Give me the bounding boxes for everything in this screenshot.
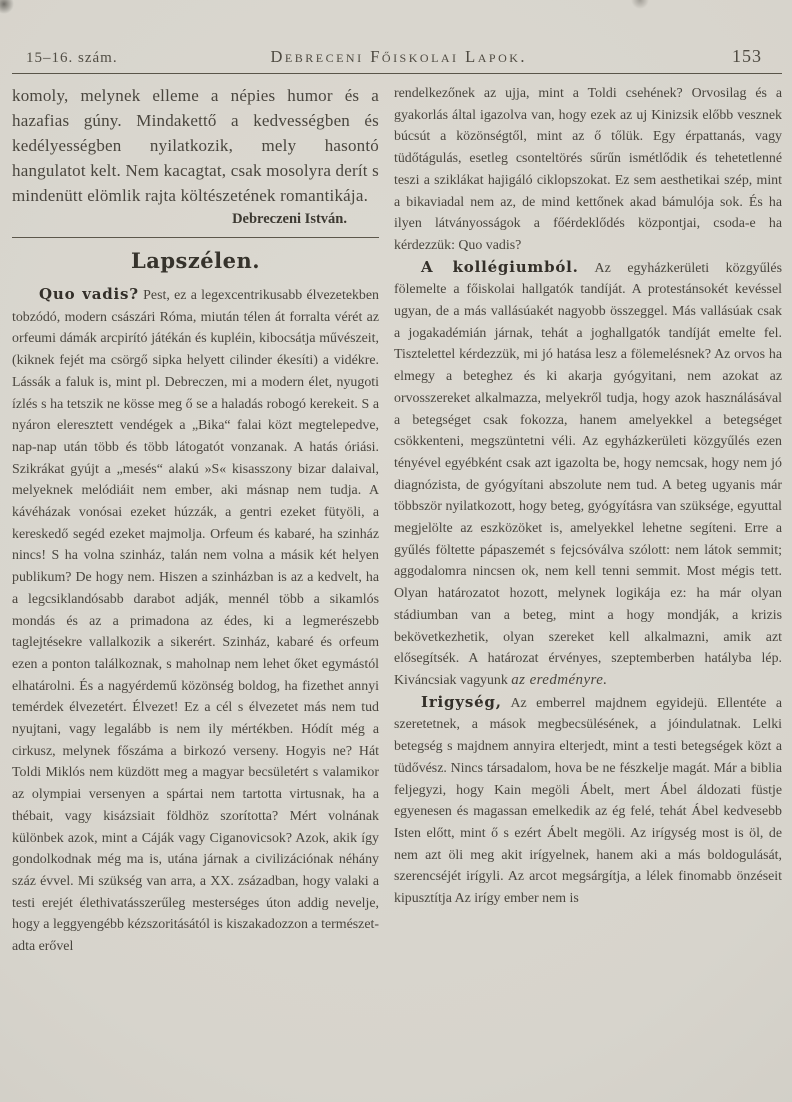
- spacer: [579, 261, 595, 276]
- article-signature: Debreczeni István.: [232, 211, 347, 227]
- irigyseg-lead: Irigység,: [421, 692, 502, 711]
- kollegium-lead: A kollégiumból.: [421, 257, 579, 276]
- right-column: [394, 83, 782, 958]
- quo-vadis-paragraph: [12, 284, 379, 958]
- continuation-paragraph: rendelkezőnek az ujja, mint a Toldi csehének? Orvosilag és a gyakorlás által igazolva van, hogy ezek az uj Kinizsik előbb vesznek búcsút a közönségtől, mint az ő tőlük. Egy érpattanás, vagy tüdőtágulás, esetleg csonteltörés sűrűn ismétlődik és tehetetlenné teszi a sziklákat hajigáló ciklopszokat. Ez sem aesthetikai szép, mint a bikaviadal nem az, de mind kettőnek akad bámulója sok. És ha ilyen látványosságok a főérdeklődés központjai, csoda-e ha kérdezzük: Quo vadis?: [394, 86, 782, 253]
- article-end-paragraph: komoly, melynek elleme a népies humor és a hazafias gúny. Mindakettő a kedvességben és kedélyességben nyilatkozik, mely hasontó hangulatot kelt. Nem kacagtat, csak mosolyra derít s mindenütt elömlik rajta költészetének romantikája.: [12, 86, 379, 205]
- quo-vadis-text: Pest, ez a legexcentrikusabb élvezetekben tobzódó, modern császári Róma, miután télen át forralta vérét az orfeumi dámák arcpirító játékán és kupléin, kibocsátja művészeit, (kiknek fejét ma csörgő sipka helyett cilinder ékesíti) a vidékre. Lássák a faluk is, mint pl. Debreczen, mi a modern élet, nyugoti ízlés s ha tetszik ne kösse meg ő se a haladás robogó kerekeit. S a nyáron eleresztett vendégek a „Bika“ falai közt megtelepedve, nap-nap után több és több látogatót vonzanak. A hatás óriási. Szikrákat gyújt a „mesés“ alakú »S« kisasszony bizar dalaival, melyeknek melódiáit nem ember, aki másnap nem tudja. A kávéházak vonósai ezeket húzzák, a gentri ezeket fütyöli, a kereskedő segéd ezeket majmolja. Orfeum és kabaré, ha szinház nincs! S ha volna szinház, talán nem volna a másik két helyen publikum? De hogy nem. Hiszen a szinházban is az a kedvelt, ha a legcsiklandósabb darabot adják, mennél több a sikamlós mondás és az a primadona az édes, ki a legmerészebb taglejtésekre vallalkozik a sikerért. Szinház, kabaré és orfeum ezen a ponton találkoznak, s maholnap nem lehet őket egymástól elhatárolni. És a nagyérdemű közönség boldog, ha fizethet annyi temérdek élvezetért. Élvezet! Ez a cél s élvezetet más nem tud nyujtani, vagy legalább is nem ily mértékben. Hódít még a cirkusz, melynek főszáma a birkozó verseny. Hogyis ne? Hát Toldi Miklós nem küzdött meg a magyar becsületért s valamikor az olympiai versenyen a spártai nem tartotta virtusnak, ha a thébait, vagy kisázsiait földhöz szorította? Mért volnának különbek azok, mint a Cáják vagy Ciganovicsok? Azok, akik így gondolkodnak még ma is, utána járnak a civilizációnak néhány száz évvel. Mi szükség van arra, a XX. zsázadban, hogy valaki a testi erejét élethivatásszerűleg mesterséges úton addig nevelje, hogy a leggyengébb kézszoritásától is kiszakadozzon a természet-adta erővel: [12, 288, 379, 955]
- left-column: [12, 83, 379, 958]
- section-title: Lapszélen.: [130, 248, 261, 273]
- kollegium-text: Az egyházkerületi közgyűlés fölemelte a főiskolai hallgatók tandíját. A protestánsokét kevéssel ugyan, de a más vallásúakét nagyobb összeggel. Más vallásúak csak a jogakadémián járnak, tehát a joghallgatók tandíját emelte fel. Tisztelettel kérdezzük, mi jó hatása lesz a fölemelésnek? Az orvos ha elmegy a beteghez és ki akarja gyógyitani, nem azokat az orvosszereket alkalmazza, melyekről tudja, hogy azok használásával a betegséget csak fokozza, hanem amelyekkel a betegséget csökkenteni, megszüntetni véli. Az egyházkerületi közgyűlés ezen tényével egyébként csak azt igazolta be, hogy nemcsak, hogy nem jó diagnózista, de gyógyítani abszolute nem tud. A beteg ugyanis már többször nyilatkozott, hogy beteg, gyógyításra van szüksége, egyuttal megjelölte az eszközöket is, amelyekkel lehetne segíteni. Erre a gyűlés föltette pápaszemét s fejcsóválva szólott: nem látok semmit; aggodalomra nincsen ok, nem kell tenni semmit. Most mégis tett. Olyan határozatot hozott, melynek logikája ez: ha már olyan stádiumban van a beteg, mint a hogy mondják, a krizis bekövetkezhetik, olyan szereket kell alkalmazni, amik azt elősegítsék. A határozat érvényes, szeptemberben hatályba lép. Kiváncsiak vagyunk: [394, 260, 782, 688]
- irigyseg-text: Az emberrel majdnem egyidejü. Ellentéte a szeretetnek, a mások megbecsülésének, a jóindulatnak. Lelki betegség s majdnem annyira elterjedt, mint a testi betegségek közt a tüdővész. Nincs társadalom, hova be ne fészkelje magát. Már a biblia feljegyzi, hogy Kain megöli Ábelt, mert Ábel áldozati füstje egyenesen és magassan emelkedik az ég felé, tehát Ábel kedvesebb Isten előtt, mint ő s ezért Ábelt megöli. Az irígység most is öl, de nem azt öli meg akit irígyelnek, hanem aki a más boldogulását, szerencséjét irígyli. Az arcot megsárgítja, a lélek finomabb önzéseit kipusztítja Az irígy ember nem is: [394, 695, 782, 907]
- kollegium-italic-tail: az eredményre.: [511, 671, 608, 688]
- page-number: 153: [732, 46, 762, 66]
- issue-number: 15–16. szám.: [26, 50, 118, 66]
- section-divider: [12, 237, 379, 238]
- kollegium-paragraph: [394, 257, 782, 692]
- quo-vadis-lead: Quo vadis?: [39, 285, 139, 303]
- two-column-body: [12, 83, 782, 958]
- page-header: [12, 46, 782, 74]
- irigyseg-paragraph: [394, 692, 782, 910]
- masthead-title: Debreceni Főiskolai Lapok.: [270, 47, 528, 66]
